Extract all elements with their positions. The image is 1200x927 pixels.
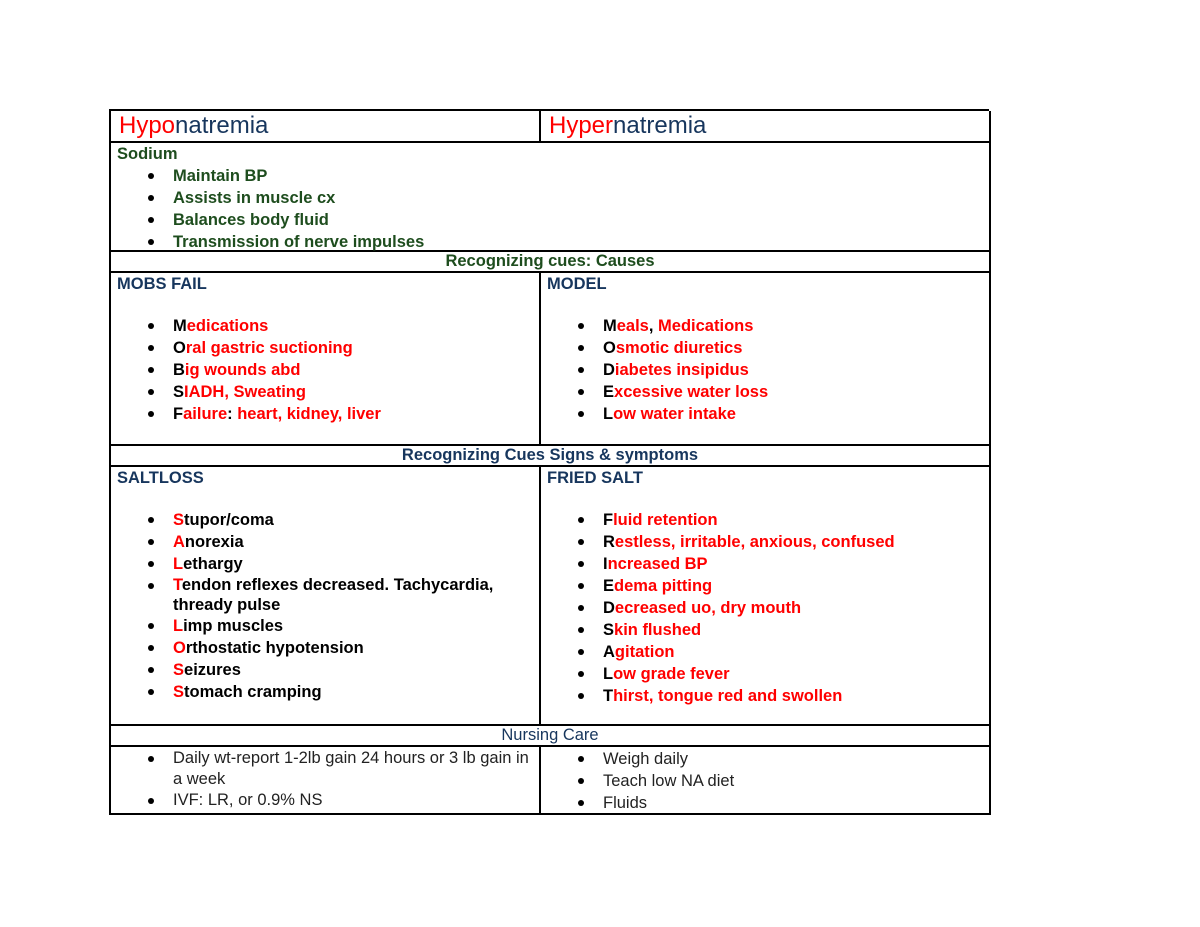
mnemonic-letter: F (173, 405, 184, 423)
item-text: IADH, Sweating (184, 383, 306, 401)
list-item: Teach low NA diet (547, 770, 983, 792)
mnemonic-model: MODEL (547, 275, 607, 293)
mnemonic-letter: S (173, 511, 185, 529)
mnemonic-letter: O (173, 639, 186, 657)
list-item (117, 681, 533, 703)
list-item: Weigh daily (547, 748, 983, 770)
item-text: edications (186, 317, 269, 335)
mnemonic-letter: D (603, 361, 615, 379)
mnemonic-letter: A (173, 533, 185, 551)
item-text: ig wounds abd (184, 361, 301, 379)
mnemonic-letter: L (603, 405, 614, 423)
sodium-heading: Sodium (117, 145, 178, 163)
title-suffix: natremia (175, 112, 269, 139)
mnemonic-letter: E (603, 577, 615, 595)
mnemonic-letter: D (603, 599, 615, 617)
list-item (117, 403, 533, 425)
list-item (117, 615, 533, 637)
item-text: ncreased BP (607, 555, 708, 573)
causes-hyper-list (547, 315, 983, 425)
mnemonic-letter: S (173, 683, 185, 701)
list-item (117, 553, 533, 575)
item-text: eizures (184, 661, 241, 679)
signs-header: Recognizing Cues Signs & symptoms (111, 446, 991, 467)
item-text: luid retention (613, 511, 718, 529)
mnemonic-letter: A (603, 643, 615, 661)
list-item (547, 641, 983, 663)
nursing-hypo (111, 747, 541, 815)
title-prefix: Hypo (119, 112, 176, 139)
list-item (547, 359, 983, 381)
item-text: ethargy (183, 555, 243, 573)
item-text: ow grade fever (613, 665, 730, 683)
item-text: tomach cramping (184, 683, 322, 701)
signs-hypo-list (117, 509, 533, 703)
item-text: gitation (614, 643, 675, 661)
item-text: endon reflexes decreased. Tachycardia, thready pulse (173, 576, 494, 614)
comparison-table (109, 109, 989, 815)
sodium-section (111, 143, 991, 252)
mnemonic-letter: T (173, 576, 182, 594)
item-text: xcessive water loss (614, 383, 769, 401)
item-separator: , (648, 317, 659, 335)
item-text: ecreased uo, dry mouth (614, 599, 802, 617)
list-item: Assists in muscle cx (117, 187, 983, 209)
list-item (117, 315, 533, 337)
list-item (547, 531, 983, 553)
causes-hypo-list (117, 315, 533, 425)
item-text: ow water intake (613, 405, 736, 423)
list-item (117, 637, 533, 659)
list-item (547, 315, 983, 337)
item-text: imp muscles (183, 617, 284, 635)
item-text: iabetes insipidus (614, 361, 749, 379)
mnemonic-letter: M (173, 317, 187, 335)
causes-header: Recognizing cues: Causes (111, 252, 991, 273)
list-item (547, 403, 983, 425)
list-item (547, 663, 983, 685)
list-item: Balances body fluid (117, 209, 983, 231)
item-text: kin flushed (614, 621, 702, 639)
list-item (117, 381, 533, 403)
title-suffix: natremia (613, 112, 707, 139)
list-item (117, 575, 533, 615)
causes-hyper (541, 273, 991, 446)
mnemonic-mobs-fail: MOBS FAIL (117, 275, 207, 293)
nursing-hyper-list (547, 748, 983, 814)
mnemonic-letter: F (603, 511, 614, 529)
item-text: smotic diuretics (615, 339, 743, 357)
mnemonic-letter: R (603, 533, 615, 551)
item-text: rthostatic hypotension (185, 639, 364, 657)
item-text: tupor/coma (184, 511, 274, 529)
list-item (117, 531, 533, 553)
mnemonic-fried-salt: FRIED SALT (547, 469, 643, 487)
mnemonic-saltloss: SALTLOSS (117, 469, 204, 487)
mnemonic-letter: O (173, 339, 186, 357)
list-item: Daily wt-report 1-2lb gain 24 hours or 3 lb gain in a week (117, 748, 533, 790)
signs-hyper-list (547, 509, 983, 707)
list-item (547, 685, 983, 707)
mnemonic-letter: L (173, 555, 184, 573)
sodium-list (117, 165, 983, 253)
causes-hypo (111, 273, 541, 446)
item-text: eals (616, 317, 649, 335)
mnemonic-letter: B (173, 361, 185, 379)
item-text: norexia (184, 533, 244, 551)
list-item (547, 619, 983, 641)
list-item (547, 337, 983, 359)
mnemonic-letter: S (603, 621, 615, 639)
mnemonic-letter: S (173, 661, 185, 679)
mnemonic-letter: L (173, 617, 184, 635)
list-item: Fluids (547, 792, 983, 814)
item-text: hirst, tongue red and swollen (613, 687, 843, 705)
list-item (117, 359, 533, 381)
title-hypernatremia (541, 111, 991, 143)
nursing-hyper (541, 747, 991, 815)
list-item (117, 337, 533, 359)
item-text: ailure (183, 405, 228, 423)
signs-hypo (111, 467, 541, 726)
item-tail: Medications (658, 317, 754, 335)
list-item: Maintain BP (117, 165, 983, 187)
list-item: Transmission of nerve impulses (117, 231, 983, 253)
item-tail: heart, kidney, liver (237, 405, 381, 423)
mnemonic-letter: M (603, 317, 617, 335)
nursing-header: Nursing Care (111, 726, 991, 747)
nursing-hypo-list (117, 748, 533, 811)
list-item (547, 381, 983, 403)
item-text: ral gastric suctioning (185, 339, 353, 357)
mnemonic-letter: E (603, 383, 615, 401)
item-text: estless, irritable, anxious, confused (614, 533, 895, 551)
mnemonic-letter: L (603, 665, 614, 683)
list-item (117, 509, 533, 531)
signs-hyper (541, 467, 991, 726)
title-prefix: Hyper (549, 112, 614, 139)
list-item (547, 509, 983, 531)
mnemonic-letter: S (173, 383, 185, 401)
list-item (547, 553, 983, 575)
list-item (547, 575, 983, 597)
mnemonic-letter: T (603, 687, 614, 705)
title-hyponatremia (111, 111, 541, 143)
item-separator: : (227, 405, 238, 423)
list-item: IVF: LR, or 0.9% NS (117, 790, 533, 811)
item-text: dema pitting (614, 577, 713, 595)
list-item (547, 597, 983, 619)
mnemonic-letter: I (603, 555, 608, 573)
list-item (117, 659, 533, 681)
mnemonic-letter: O (603, 339, 616, 357)
